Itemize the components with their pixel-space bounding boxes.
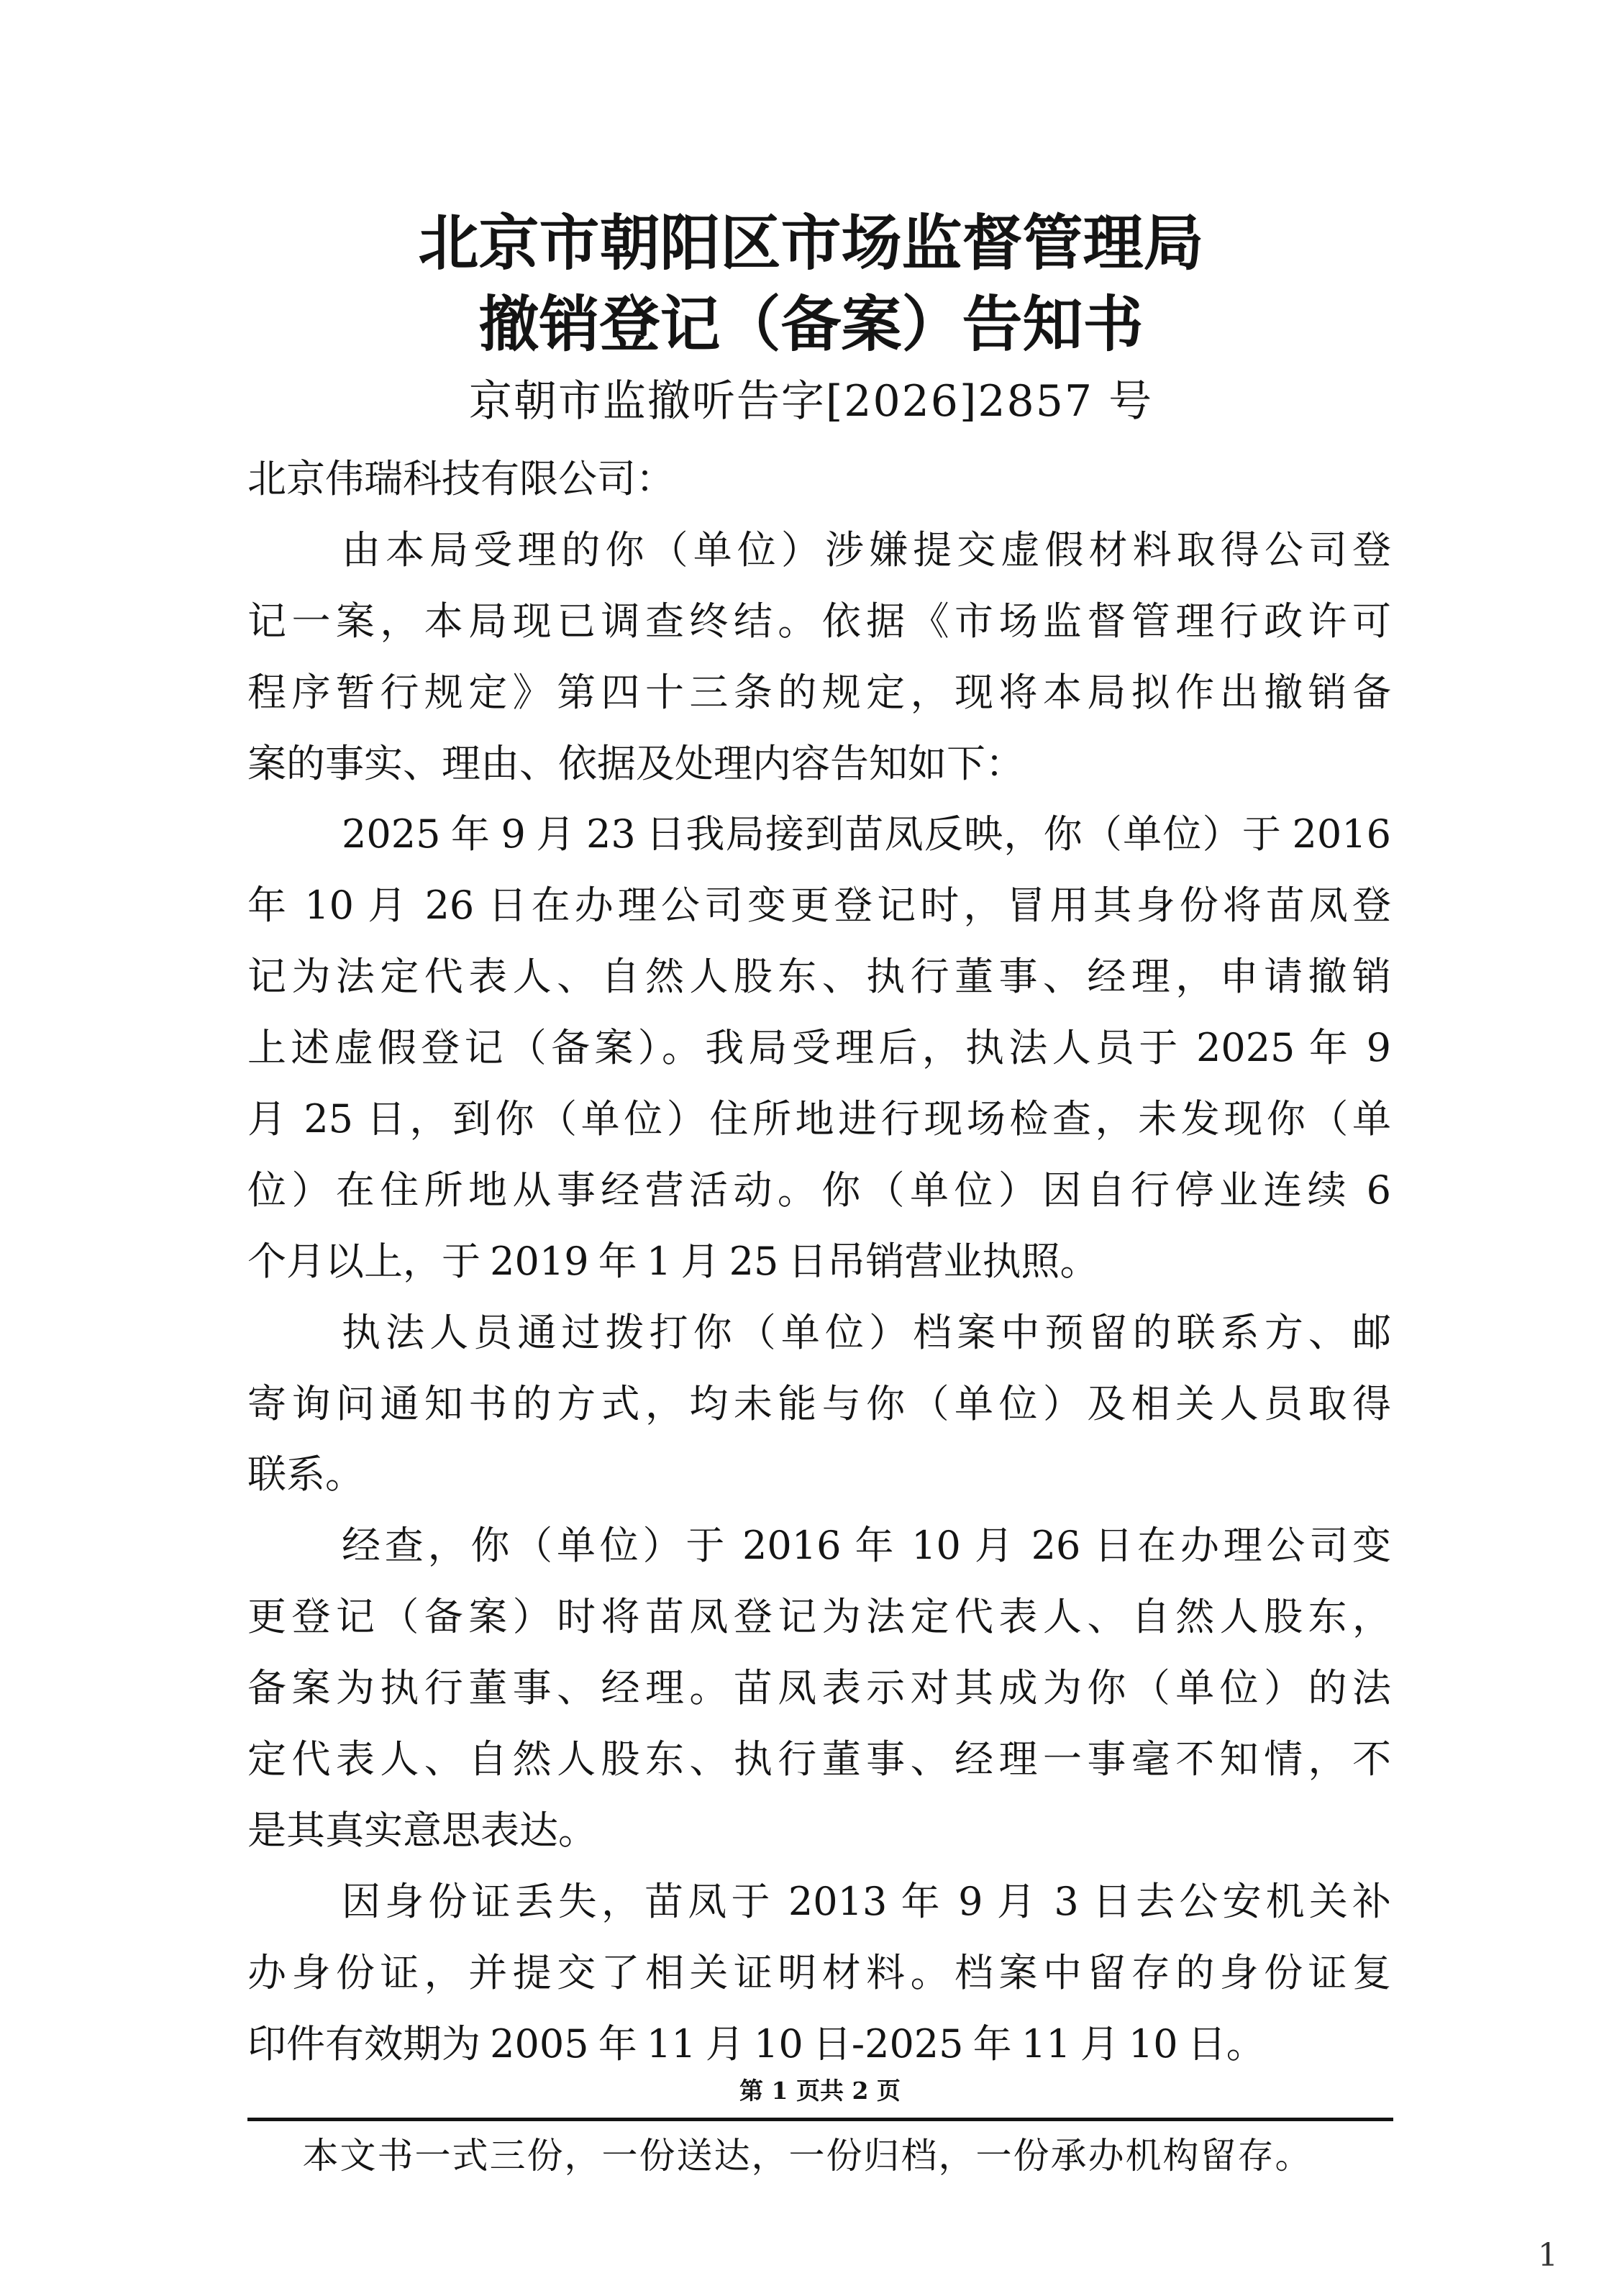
notice-body: [247, 444, 1391, 2079]
notice-title: 撤销登记（备案）告知书: [478, 289, 1144, 360]
body-line: 月 25 日，到你（单位）住所地进行现场检查，未发现你（单: [247, 1096, 1391, 1142]
body-line: 印件有效期为 2005 年 11 月 10 日-2025 年 11 月 10 日。: [247, 2021, 1265, 2067]
body-line: 记一案，本局现已调查终结。依据《市场监督管理行政许可: [247, 598, 1391, 644]
body-line: 位）在住所地从事经营活动。你（单位）因自行停业连续 6: [247, 1167, 1391, 1213]
body-line: 个月以上，于 2019 年 1 月 25 日吊销营业执照。: [247, 1238, 1099, 1284]
agency-title: 北京市朝阳区市场监督管理局: [418, 208, 1204, 278]
body-line: 寄询问通知书的方式，均未能与你（单位）及相关人员取得: [247, 1380, 1391, 1426]
paragraph: [247, 515, 1391, 800]
body-line: 上述虚假登记（备案）。我局受理后，执法人员于 2025 年 9: [247, 1025, 1391, 1071]
page-number: 1: [1538, 2237, 1558, 2274]
body-line: 记为法定代表人、自然人股东、执行董事、经理，申请撤销: [247, 954, 1391, 1000]
paragraph: [247, 799, 1391, 1297]
body-line: 年 10 月 26 日在办理公司变更登记时，冒用其身份将苗凤登: [247, 883, 1391, 929]
body-line: 由本局受理的你（单位）涉嫌提交虚假材料取得公司登: [342, 527, 1391, 573]
body-line: 备案为执行董事、经理。苗凤表示对其成为你（单位）的法: [247, 1665, 1391, 1711]
body-line: 办身份证，并提交了相关证明材料。档案中留存的身份证复: [247, 1949, 1391, 1995]
body-line: 更登记（备案）时将苗凤登记为法定代表人、自然人股东，: [247, 1594, 1391, 1640]
recipient-line: 北京伟瑞科技有限公司：: [247, 456, 675, 501]
body-line: 执法人员通过拨打你（单位）档案中预留的联系方、邮: [342, 1309, 1391, 1355]
body-line: 2025 年 9 月 23 日我局接到苗凤反映，你（单位）于 2016: [342, 811, 1391, 857]
document-number: 京朝市监撤听告字[2026]2857 号: [468, 376, 1154, 427]
paragraph: [247, 1867, 1391, 2080]
footer-divider: [247, 2118, 1393, 2121]
paragraph: [247, 1511, 1391, 1866]
body-line: 因身份证丢失，苗凤于 2013 年 9 月 3 日去公安机关补: [342, 1878, 1391, 1924]
paragraph: [247, 1298, 1391, 1511]
body-line: 是其真实意思表达。: [247, 1807, 597, 1853]
body-line: 案的事实、理由、依据及处理内容告知如下：: [247, 740, 1024, 786]
body-line: 联系。: [247, 1452, 364, 1498]
body-line: 定代表人、自然人股东、执行董事、经理一事毫不知情，不: [247, 1736, 1391, 1782]
page-label: 第 1 页共 2 页: [739, 2077, 901, 2105]
copies-note: 本文书一式三份，一份送达，一份归档，一份承办机构留存。: [302, 2135, 1313, 2177]
body-line: 程序暂行规定》第四十三条的规定，现将本局拟作出撤销备: [247, 669, 1391, 715]
body-line: 经查，你（单位）于 2016 年 10 月 26 日在办理公司变: [342, 1523, 1391, 1569]
